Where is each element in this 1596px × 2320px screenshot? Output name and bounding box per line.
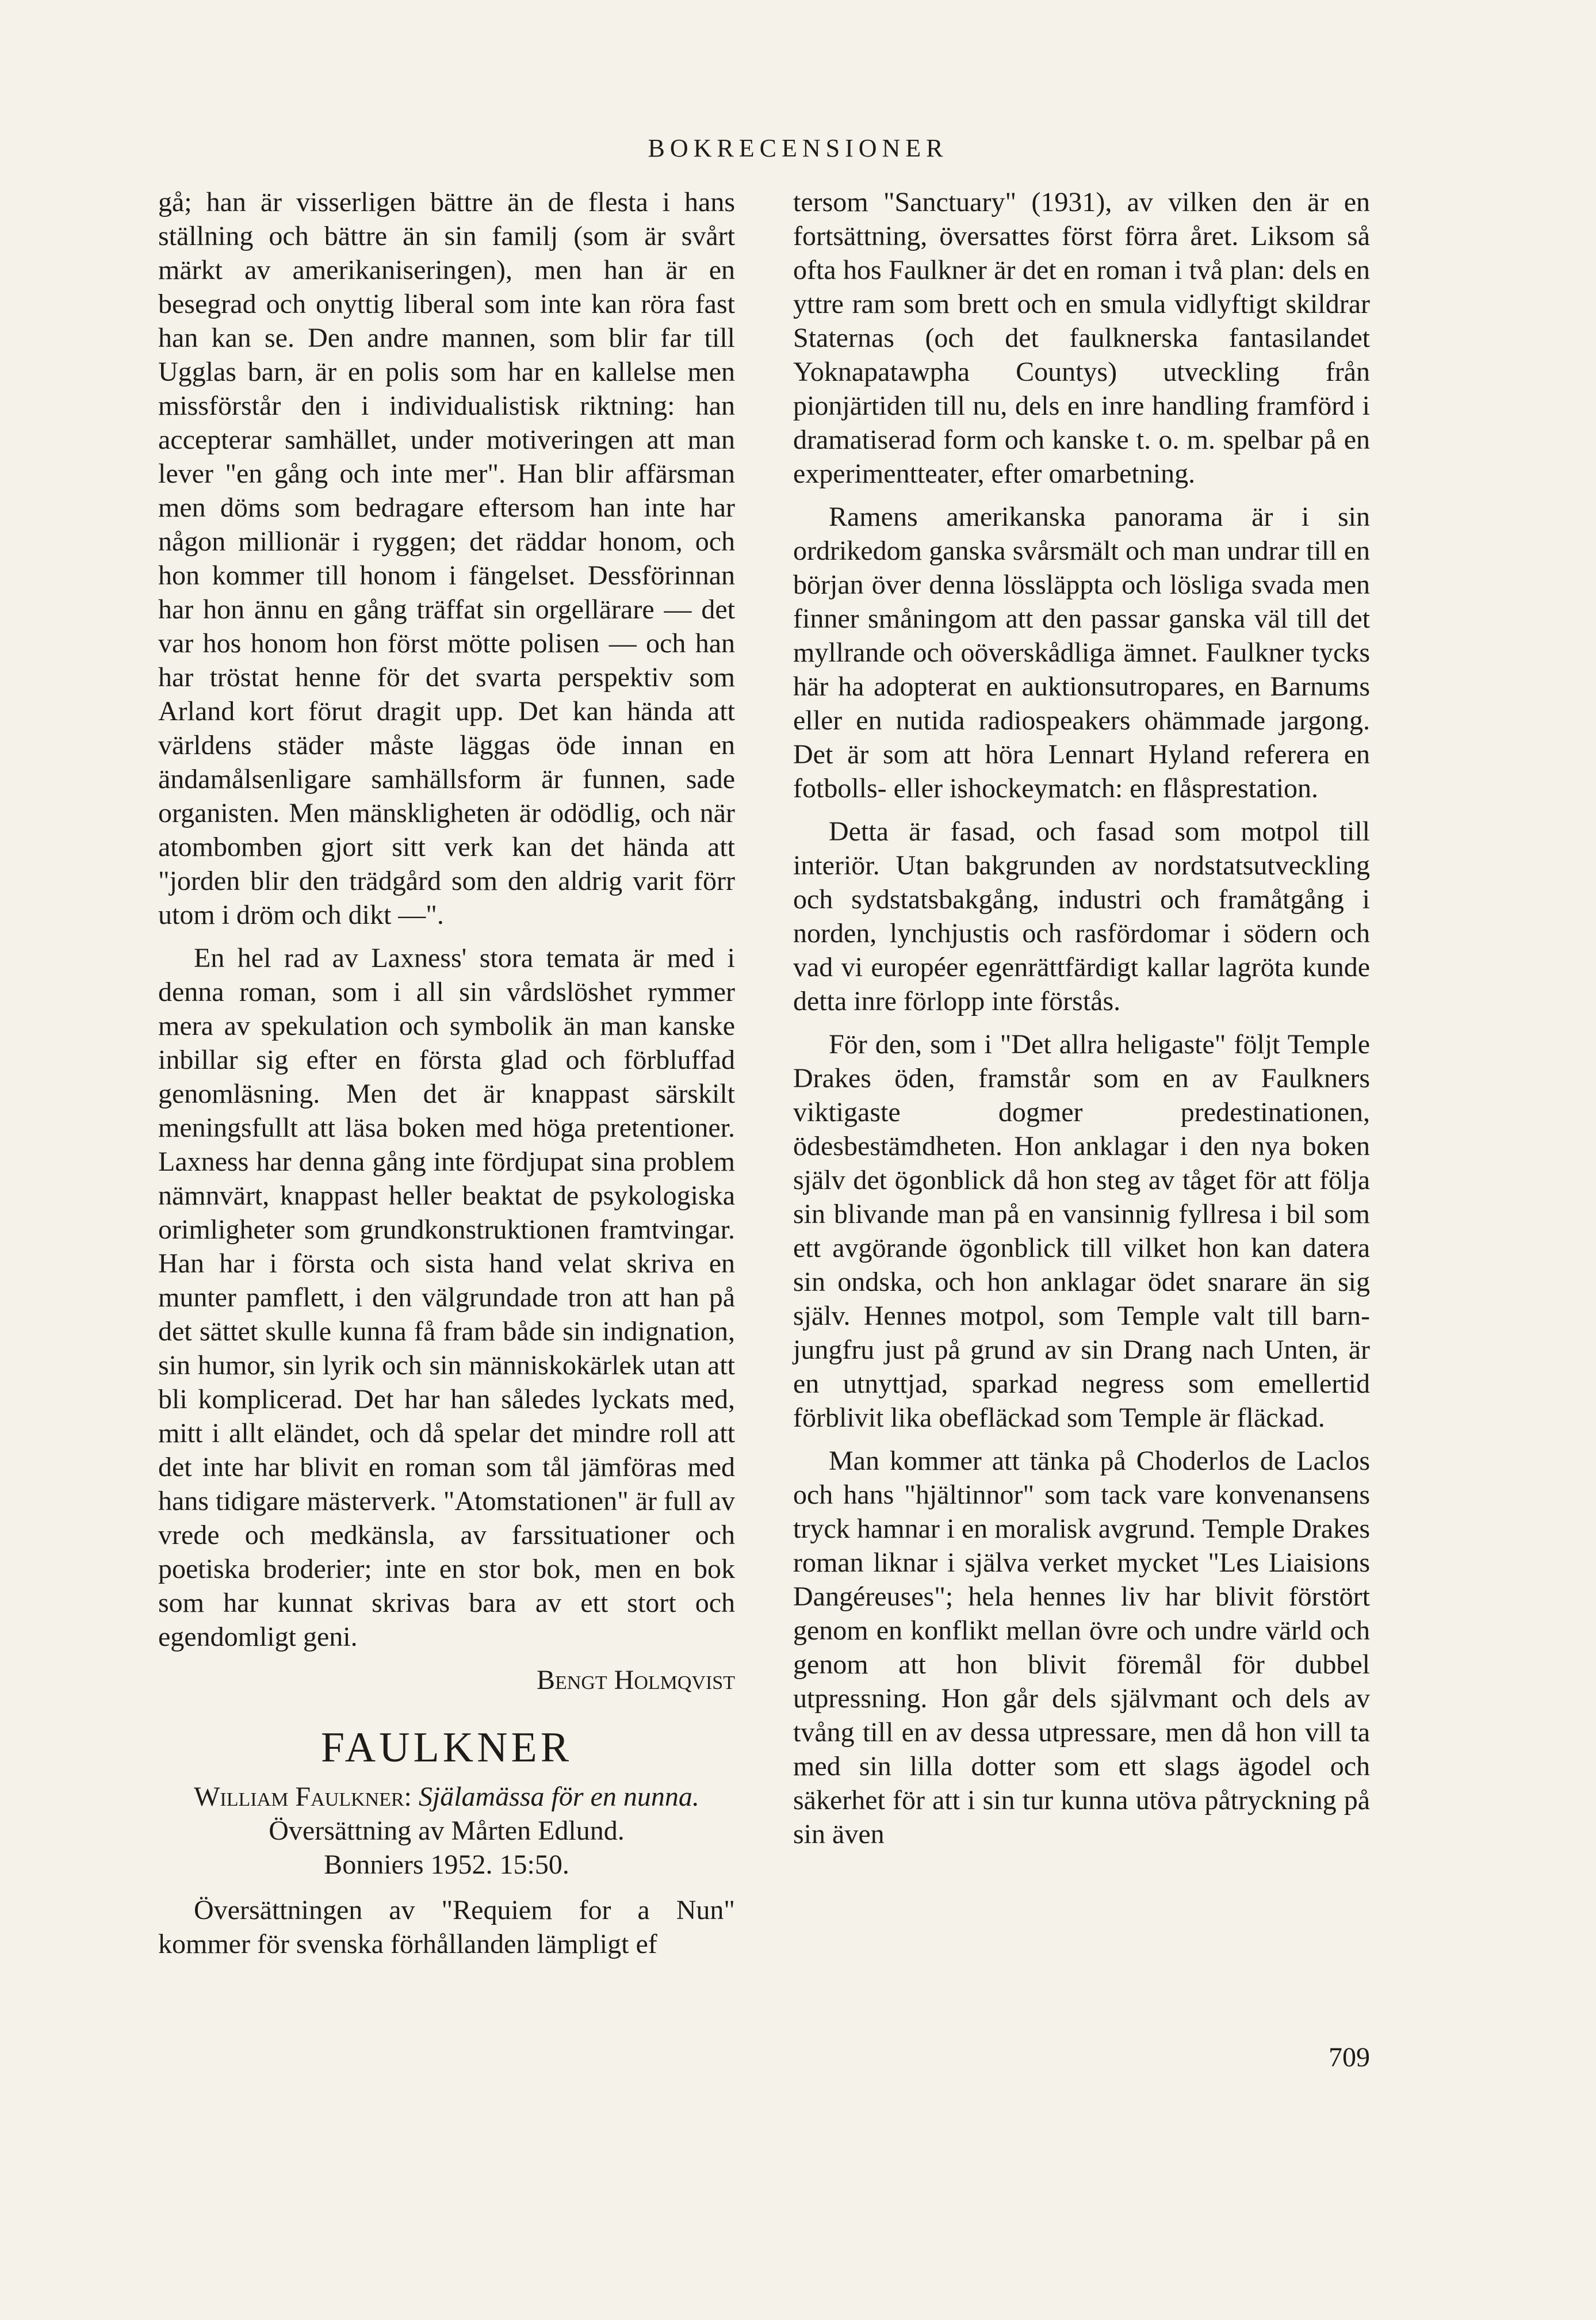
book-info-line (158, 1780, 735, 1814)
paragraph: En hel rad av Laxness' stora temata är med i denna roman, som i all sin vårdslöshet rymmer mera av spekulation och symbolik än man kanske inbillar sig efter en första glad och förbluffad genomläsning. Men det är knappast särskilt meningsfullt att läsa boken med höga pretentioner. Laxness har denna gång inte fördjupat sina problem nämnvärt, knappast heller beaktat de psykologiska orimligheter som grundkonstruktionen framtvingar. Han har i första och sista hand velat skriva en munter pamflett, i den välgrundade tron att han på det sättet skulle kunna få fram både sin indignation, sin humor, sin lyrik och sin människokärlek utan att bli komplicerad. Det har han således lyckats med, mitt i allt eländet, och då spelar det mindre roll att det inte har blivit en roman som tål jämföras med hans tidigare mästerverk. "Atomstationen" är full av vrede och medkänsla, av farssituationer och poetiska broderier; inte en stor bok, men en bok som har kunnat skrivas bara av ett stort och egendomligt geni. (158, 943, 735, 1652)
running-header: BOKRECENSIONER (648, 134, 948, 162)
book-info (158, 1780, 735, 1882)
paragraph: Översättningen av "Requiem for a Nun" kommer för svenska förhållanden lämpligt ef (158, 1895, 735, 1959)
paragraph: Detta är fasad, och fasad som motpol till interiör. Utan bakgrunden av nordstatsutveckling och sydstatsbakgång, industri och framåtgång i norden, lynchjustis och rasfördomar i södern och vad vi européer egenrättfärdigt kallar lagröta kunde detta inre förlopp inte förstås. (793, 816, 1370, 1016)
paragraph: För den, som i "Det allra heligaste" följt Temple Drakes öden, framstår som en av Faulkners viktigaste dogmer predestinationen, ödesbestämdheten. Hon anklagar i den nya boken själv det ögonblick då hon steg av tåget för att följa sin blivande man på en vansinnig fyllresa i bil som ett avgörande ögonblick till vilket hon kan datera sin ondska, och hon anklagar ödet snarare än sig själv. Hennes motpol, som Temple valt till barnjungfru just på grund av sin Drang nach Unten, är en utnyttjad, sparkad negress som emellertid förblivit lika obefläckad som Temple är fläckad. (793, 1029, 1370, 1433)
reviewer-signature: Bengt Holmqvist (537, 1665, 735, 1695)
page-number: 709 (1329, 2042, 1370, 2073)
right-column (793, 185, 1370, 1860)
paragraph: gå; han är visserligen bättre än de flesta i hans ställning och bättre än sin familj (som är svårt märkt av amerikaniseringen), men han är en besegrad och onyttig liberal som inte kan röra fast han kan se. Den andre mannen, som blir far till Ugglas barn, är en polis som har en kallelse men missförstår den i individualistisk riktning: han accepterar samhället, under motiveringen att man lever "en gång och inte mer". Han blir affärsman men döms som bedragare eftersom han inte har någon millionär i ryggen; det räddar honom, och hon kommer till honom i fängelset. Dessförinnan har hon ännu en gång träffat sin orgellärare — det var hos honom hon först mötte polisen — och han har tröstat henne för det svarta perspektiv som Arland kort förut dragit upp. Det kan hända att världens städer måste läggas öde innan en ändamålsenligare samhällsform är funnen, sade organisten. Men mänskligheten är odödlig, och när atombomben gjort sitt verk kan det hända att "jorden blir den trädgård som den aldrig varit förr utom i dröm och dikt —". (158, 187, 735, 930)
section-title: FAULKNER (320, 1724, 573, 1771)
left-column (158, 185, 735, 1970)
book-title: Själamässa för en nunna. (418, 1782, 699, 1812)
book-publisher: Bonniers 1952. 15:50. (324, 1849, 569, 1880)
book-author: William Faulkner: (194, 1782, 412, 1812)
paragraph: tersom "Sanctuary" (1931), av vilken den är en fortsättning, översattes först förra året. Liksom så ofta hos Faulkner är det en roman i två plan: dels en yttre ram som brett och en smula vidlyftigt skildrar Staternas (och det faulknerska fantasilandet Yoknapatawpha Countys) utveckling från pionjärtiden till nu, dels en inre handling framförd i dramatiserad form och kanske t. o. m. spelbar på en experimentteater, efter omarbetning. (793, 187, 1370, 489)
book-translation: Översättning av Mårten Edlund. (269, 1816, 625, 1846)
paragraph: Man kommer att tänka på Choderlos de Laclos och hans "hjältinnor" som tack vare konvenansens tryck hamnar i en moralisk avgrund. Temple Drakes roman liknar i själva verket mycket "Les Liaisions Dangéreuses"; hela hennes liv har blivit förstört genom en konflikt mellan övre och undre värld och genom att hon blivit föremål för dubbel utpressning. Hon går dels självmant och dels av tvång till en av dessa utpressare, men då hon vill ta med sin lilla dotter som ett slags ägodel och säkerhet för att i sin tur kunna utöva påtryckning på sin även (793, 1446, 1370, 1849)
paragraph: Ramens amerikanska panorama är i sin ordrikedom ganska svårsmält och man undrar till en början över denna lössläppta och lösliga svada men finner småningom att den passar ganska väl till det myllrande och oöverskådliga ämnet. Faulkner tycks här ha adopterat en auktionsutropares, en Barnums eller en nutida radiospeakers ohämmade jargong. Det är som att höra Lennart Hyland referera en fotbolls- eller ishockeymatch: en flåsprestation. (793, 502, 1370, 804)
